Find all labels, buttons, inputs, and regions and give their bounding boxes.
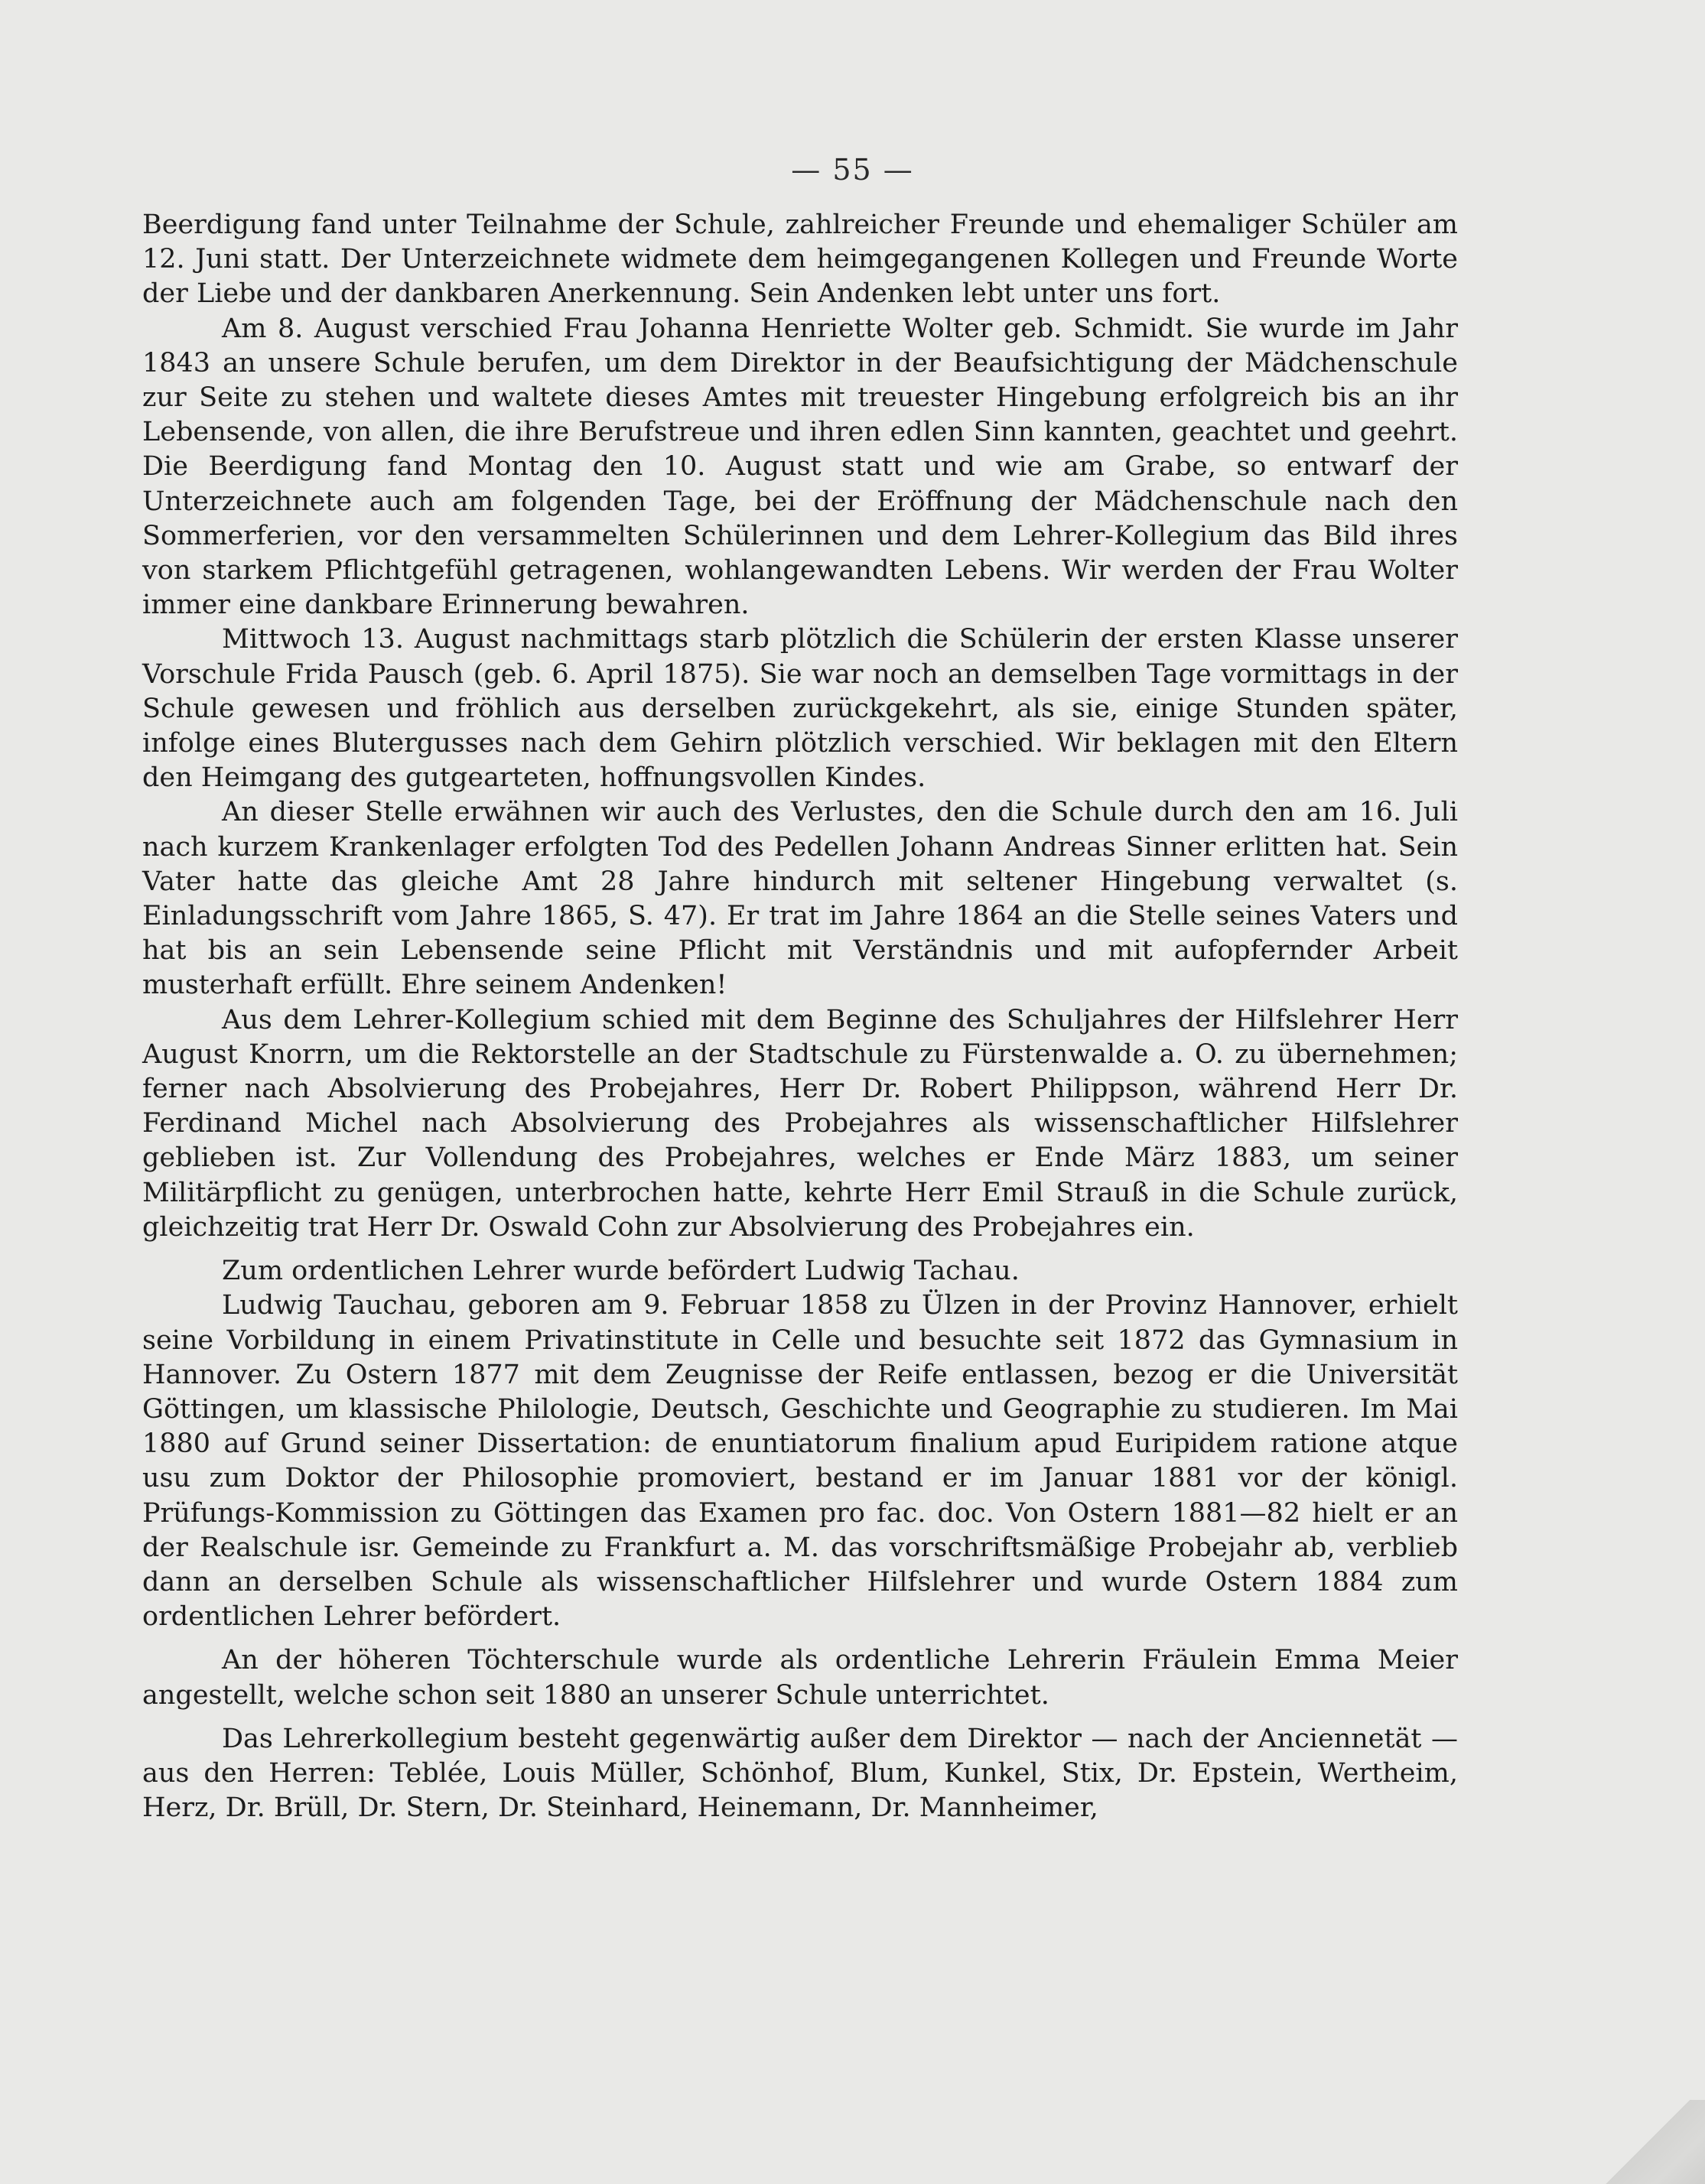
paragraph-sinner: An dieser Stelle erwähnen wir auch des Verlustes, den die Schule durch den am 16. Juli nach kurzem Krankenlager erfolgten Tod des Pedellen Johann Andreas Sinner erlitten hat. Sein Vater hatte das gleiche Amt 28 Jahre hindurch mit seltener Hingebung verwaltet (s. Einladungsschrift vom Jahre 1865, S. 47). Er trat im Jahre 1864 an die Stelle seines Vaters und hat bis an sein Lebensende seine Pflicht mit Verständnis und mit aufopfernder Arbeit musterhaft erfüllt. Ehre seinem Andenken! — [142, 797, 1458, 1001]
paragraph-pausch: Mittwoch 13. August nachmittags starb plötzlich die Schülerin der ersten Klasse unserer Vorschule Frida Pausch (geb. 6. April 1875). Sie war noch an demselben Tage vormittags in der Schule gewesen und fröhlich aus derselben zurückgekehrt, als sie, einige Stunden später, infolge eines Blutergusses nach dem Gehirn plötzlich verschied. Wir beklagen mit den Eltern den Heimgang des gutgearteten, hoffnungsvollen Kindes. — [142, 624, 1458, 794]
page-corner-fold — [1590, 2100, 1705, 2184]
paragraph-wolter: Am 8. August verschied Frau Johanna Henriette Wolter geb. Schmidt. Sie wurde im Jahr 1843 an unsere Schule berufen, um dem Direktor in der Beaufsichtigung der Mädchenschule zur Seite zu stehen und waltete dieses Amtes mit treuester Hingebung erfolgreich bis an ihr Lebensende, von allen, die ihre Berufstreue und ihren edlen Sinn kannten, geachtet und geehrt. Die Beerdigung fand Montag den 10. August statt und wie am Grabe, so entwarf der Unterzeichnete auch am folgenden Tage, bei der Eröffnung der Mädchenschule nach den Sommerferien, vor den versammelten Schülerinnen und dem Lehrer-Kollegium das Bild ihres von starkem Pflichtgefühl getragenen, wohlangewandten Lebens. Wir werden der Frau Wolter immer eine dankbare Erinnerung bewahren. — [142, 313, 1458, 621]
paragraph-funeral-end: Beerdigung fand unter Teilnahme der Schule, zahlreicher Freunde und ehemaliger Schüler am 12. Juni statt. Der Unterzeichnete widmete dem heimgegangenen Kollegen und Freunde Worte der Liebe und der dankbaren Anerkennung. Sein Andenken lebt unter uns fort. — [142, 210, 1458, 310]
page-number: — 55 — — [791, 153, 914, 187]
paragraph-staff-list: Das Lehrerkollegium besteht gegenwärtig außer dem Direktor — nach der Anciennetät — aus den Herren: Teblée, Louis Müller, Schönhof, Blum, Kunkel, Stix, Dr. Epstein, Wertheim, Herz, Dr. Brüll, Dr. Stern, Dr. Steinhard, Heinemann, Dr. Mannheimer, — [142, 1723, 1458, 1824]
paragraph-staff-changes: Aus dem Lehrer-Kollegium schied mit dem Beginne des Schuljahres der Hilfslehrer Herr August Knorrn, um die Rektorstelle an der Stadtschule zu Fürstenwalde a. O. zu übernehmen; ferner nach Absolvierung des Probejahres, Herr Dr. Robert Philippson, während Herr Dr. Ferdinand Michel nach Absolvierung des Probejahres als wissenschaftlicher Hilfslehrer geblieben ist. Zur Vollendung des Probejahres, welches er Ende März 1883, um seiner Militärpflicht zu genügen, unterbrochen hatte, kehrte Herr Emil Strauß in die Schule zurück, gleichzeitig trat Herr Dr. Oswald Cohn zur Absolvierung des Probejahres ein. — [142, 1004, 1458, 1243]
paragraph-promotion: Zum ordentlichen Lehrer wurde befördert Ludwig Tachau. — [222, 1256, 1020, 1287]
paragraph-meier: An der höheren Töchterschule wurde als ordentliche Lehrerin Fräulein Emma Meier angestellt, welche schon seit 1880 an unserer Schule unterrichtet. — [142, 1645, 1458, 1711]
body-text — [142, 208, 1458, 1825]
paragraph-tachau-bio: Ludwig Tauchau, geboren am 9. Februar 1858 zu Ülzen in der Provinz Hannover, erhielt seine Vorbildung in einem Privatinstitute in Celle und besuchte seit 1872 das Gymnasium in Hannover. Zu Ostern 1877 mit dem Zeugnisse der Reife entlassen, bezog er die Universität Göttingen, um klassische Philologie, Deutsch, Geschichte und Geographie zu studieren. Im Mai 1880 auf Grund seiner Dissertation: de enuntiatorum finalium apud Euripidem ratione atque usu zum Doktor der Philosophie promoviert, bestand er im Januar 1881 vor der königl. Prüfungs-Kommission zu Göttingen das Examen pro fac. doc. Von Ostern 1881—82 hielt er an der Realschule isr. Gemeinde zu Frankfurt a. M. das vorschriftsmäßige Probejahr ab, verblieb dann an derselben Schule als wissenschaftlicher Hilfslehrer und wurde Ostern 1884 zum ordentlichen Lehrer befördert. — [142, 1290, 1458, 1633]
